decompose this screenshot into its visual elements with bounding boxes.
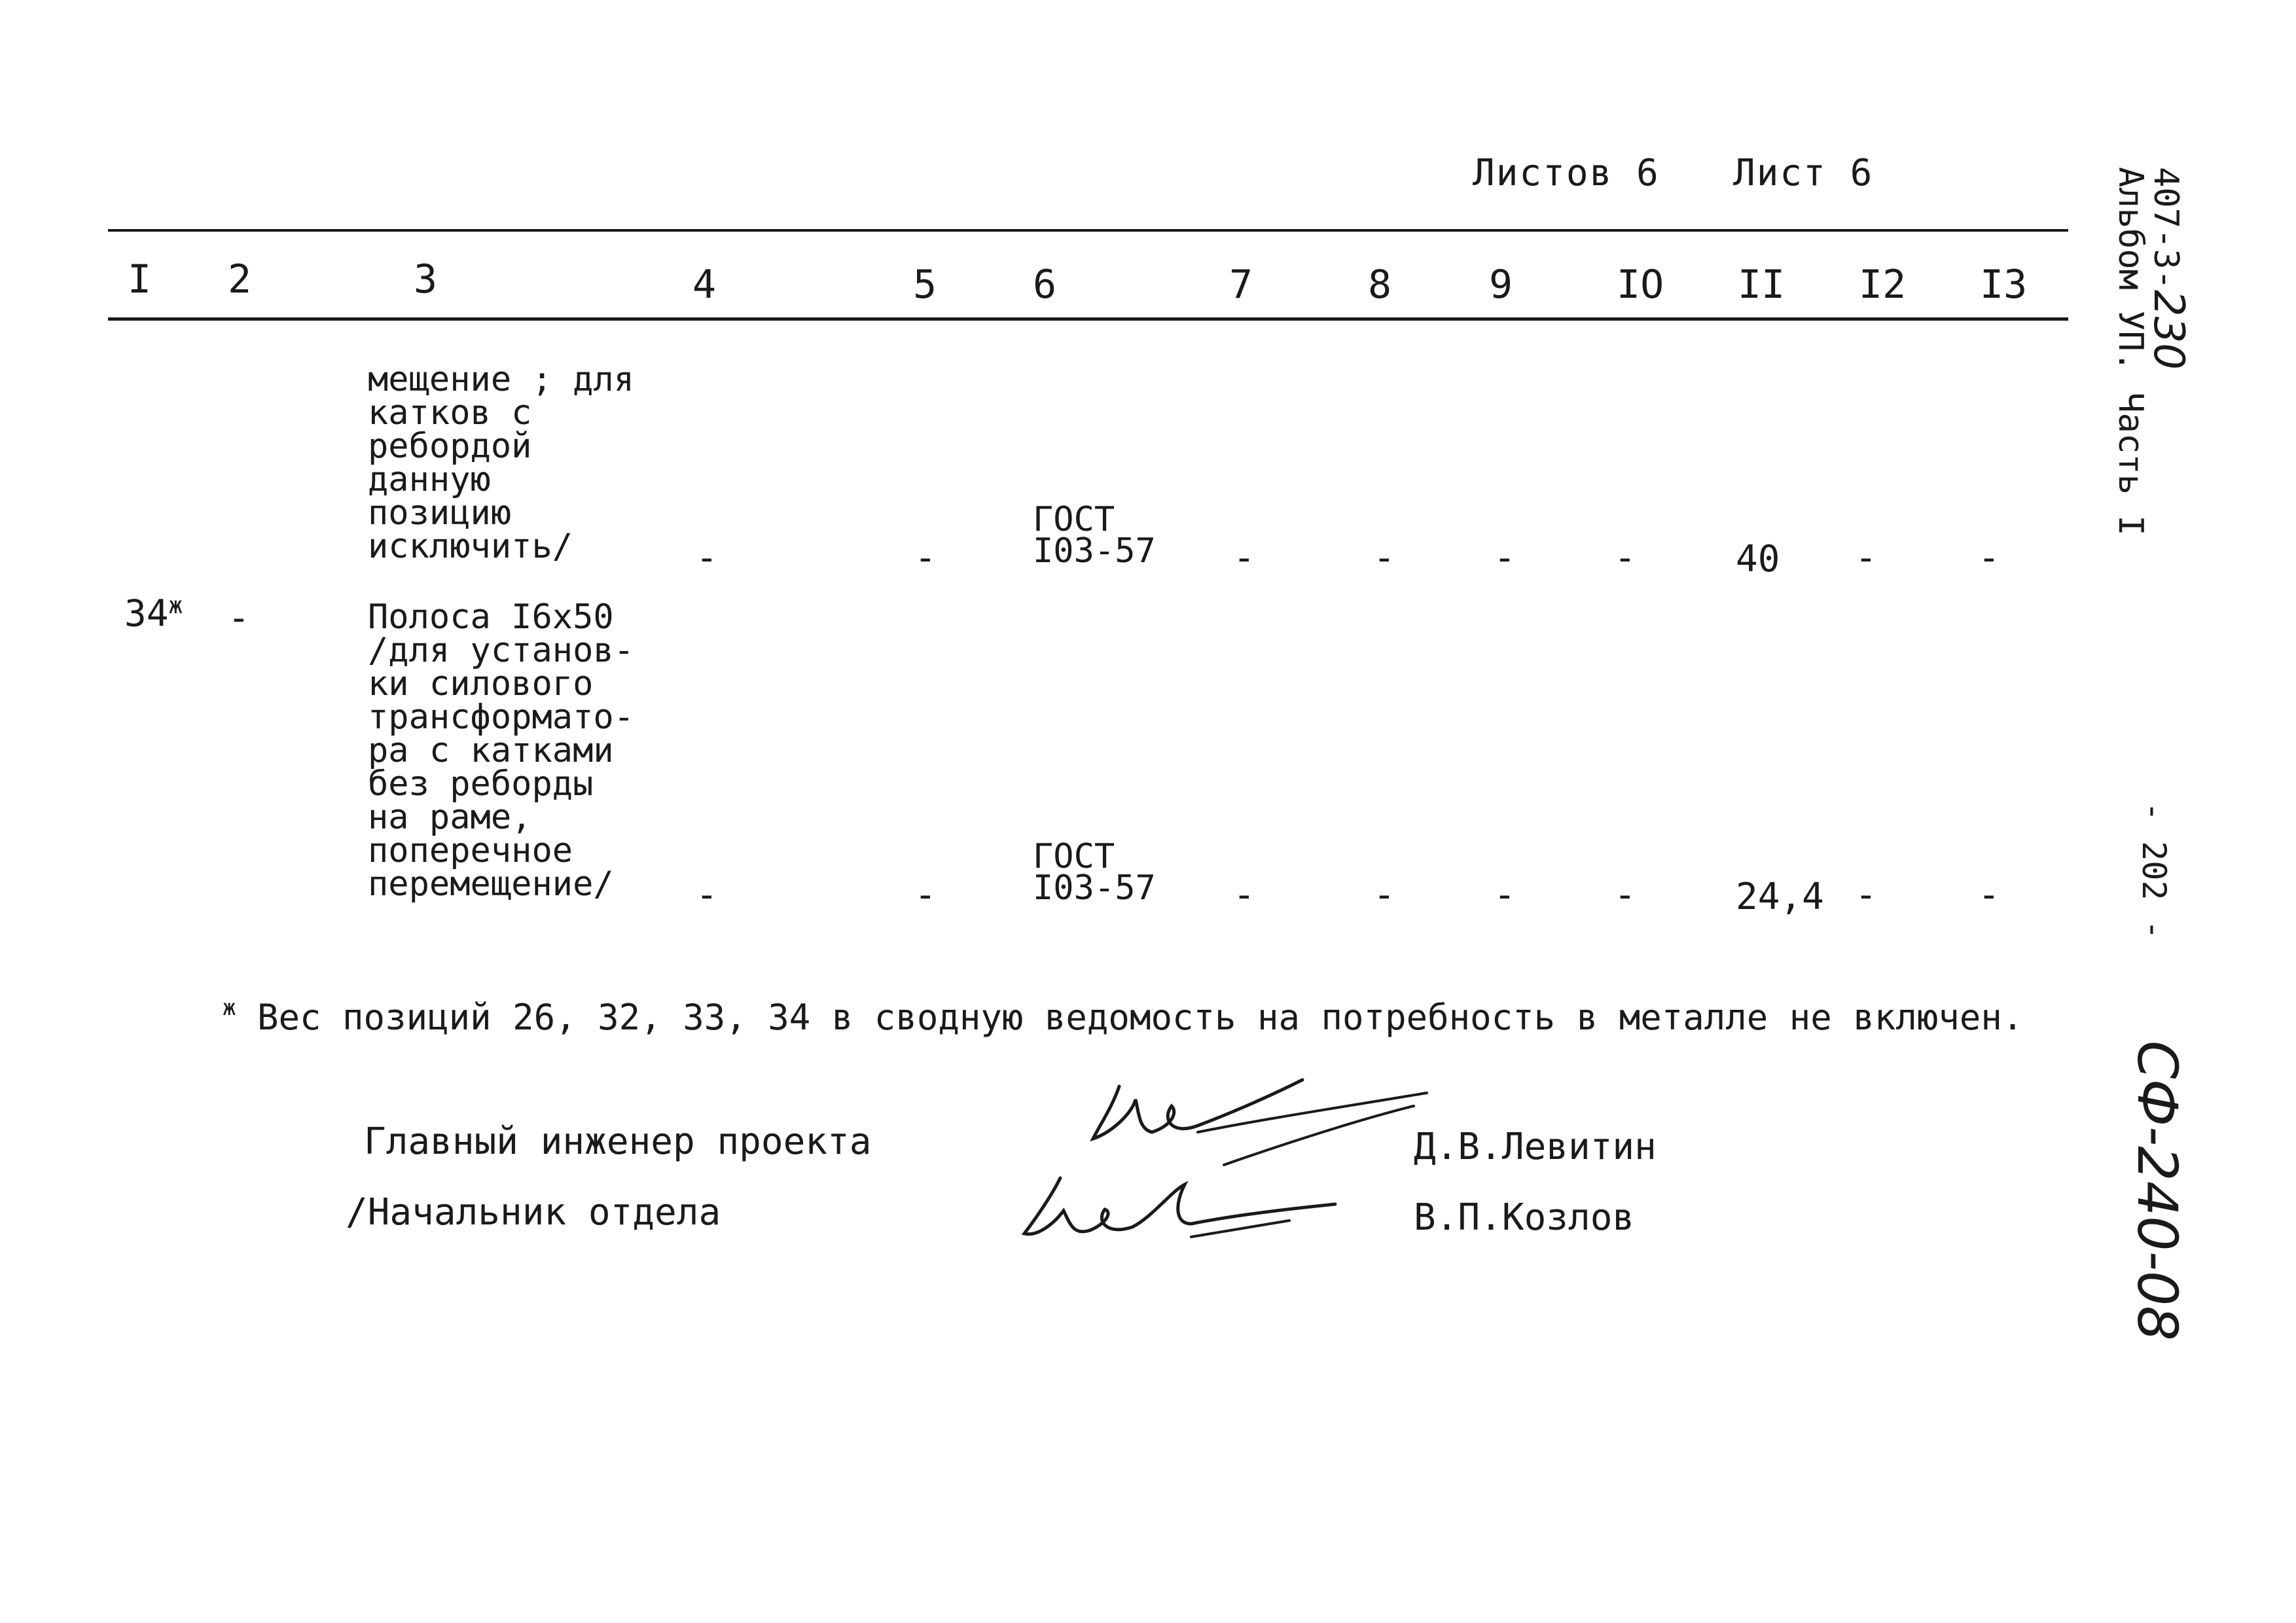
footnote-text: Вес позиций 26, 32, 33, 34 в сводную ведомость на потребность в металле не включен.	[257, 997, 2024, 1038]
footnote-mark: ж	[223, 995, 236, 1021]
row1-standard: ГОСТ I03-57	[1033, 500, 1156, 571]
row1-mass: 40	[1736, 538, 1780, 580]
department-head-signature	[1008, 1158, 1374, 1257]
row2-col13: -	[1978, 874, 2000, 916]
page-number: - 202 -	[2135, 802, 2173, 940]
col-num-1: I	[128, 257, 152, 302]
row2-position-number: 34	[124, 592, 169, 635]
album-code	[2111, 167, 2193, 536]
row2-col9: -	[1494, 874, 1516, 916]
row1-col12: -	[1855, 537, 1877, 579]
asterisk-mark: ж	[168, 592, 183, 619]
row1-description: мещение ; для катков с ребордой данную позицию исключить/	[368, 360, 634, 566]
row1-col10: -	[1614, 537, 1636, 579]
col-num-3: 3	[414, 257, 438, 302]
row1-col8: -	[1373, 537, 1395, 579]
footnote	[223, 995, 2023, 1038]
album-part: Альбом УП. Часть I	[2111, 167, 2150, 536]
row2-col2: -	[228, 597, 250, 639]
row1-col4: -	[696, 537, 718, 579]
sheet-number: Лист 6	[1733, 152, 1874, 194]
row2-col5: -	[914, 874, 937, 916]
col-num-7: 7	[1229, 262, 1253, 308]
row1-col7: -	[1233, 537, 1255, 579]
album-code-handwritten: 230	[2144, 289, 2193, 370]
col-num-9: 9	[1489, 262, 1513, 308]
document-code: СФ-240-08	[2125, 1041, 2189, 1341]
col-num-13: I3	[1980, 262, 2028, 308]
col-num-8: 8	[1368, 262, 1392, 308]
col-num-5: 5	[913, 262, 937, 308]
sheets-count: Листов 6	[1473, 152, 1660, 194]
col-num-4: 4	[692, 262, 717, 308]
row2-mass: 24,4	[1736, 876, 1824, 918]
chief-engineer-name: Д.В.Левитин	[1414, 1126, 1657, 1168]
row2-col4: -	[696, 874, 718, 916]
row1-col13: -	[1978, 537, 2000, 579]
row1-col5: -	[914, 537, 937, 579]
top-rule	[108, 229, 2068, 232]
album-code-number: 407-3-	[2146, 167, 2185, 290]
row2-standard: ГОСТ I03-57	[1033, 837, 1156, 908]
row2-col8: -	[1373, 874, 1395, 916]
row2-position	[124, 592, 183, 635]
row1-col9: -	[1494, 537, 1516, 579]
col-num-2: 2	[228, 257, 252, 302]
department-head-role: /Начальник отдела	[346, 1191, 721, 1234]
col-num-6: 6	[1033, 262, 1057, 308]
row2-description: Полоса I6х50 /для установ- ки силового трансформато- ра с катками без реборды на раме, поперечное перемещение/	[368, 597, 634, 904]
row2-col7: -	[1233, 874, 1255, 916]
header-bottom-rule	[108, 317, 2068, 321]
row2-col10: -	[1614, 874, 1636, 916]
col-num-10: IO	[1617, 262, 1664, 308]
department-head-name: В.П.Козлов	[1414, 1196, 1635, 1239]
row2-col12: -	[1855, 874, 1877, 916]
col-num-12: I2	[1859, 262, 1907, 308]
chief-engineer-role: Главный инженер проекта	[364, 1120, 872, 1163]
col-num-11: II	[1738, 262, 1785, 308]
